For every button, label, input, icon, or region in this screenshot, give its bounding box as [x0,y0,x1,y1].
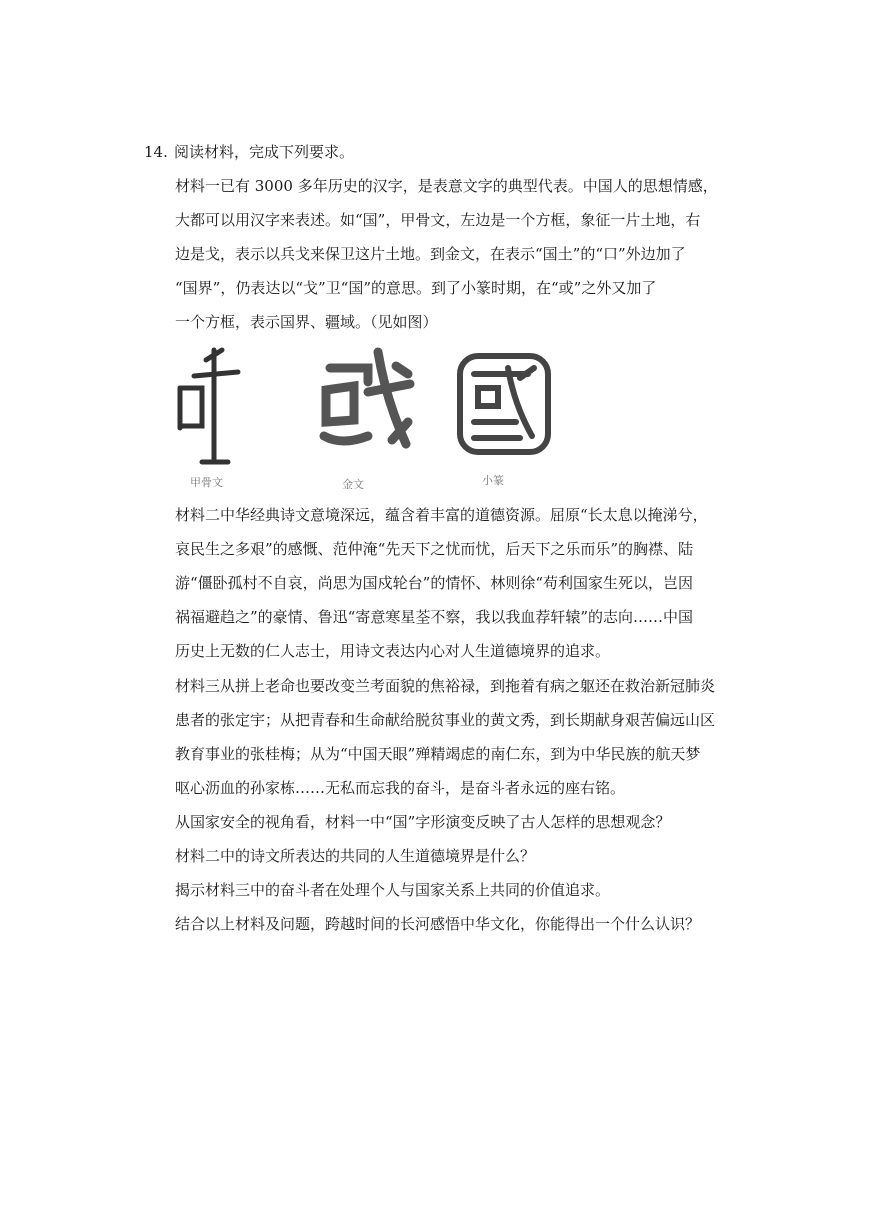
question-number: 14. [144,143,168,161]
question-prompt: 阅读材料，完成下列要求。 [174,143,355,161]
material-one [175,169,723,339]
question-header [144,140,354,164]
sub-question-2 [175,839,723,873]
material-one-line: 边是戈，表示以兵戈来保卫这片土地。到金文，在表示“国土”的“口”外边加了 [175,245,686,263]
sub-question-text: 从国家安全的视角看，材料一中“国”字形演变反映了古人怎样的思想观念？ [175,813,671,831]
sub-question-1 [175,805,723,839]
material-two-line: 游“僵卧孤村不自哀，尚思为国戍轮台”的情怀、林则徐“苟利国家生死以，岂因 [175,574,694,592]
guo-character-evolution-figure [172,340,572,500]
material-two-line: 哀民生之多艰”的感慨、范仲淹“先天下之忧而忧，后天下之乐而乐”的胸襟、陆 [175,540,694,558]
glyph-drawings [172,340,572,500]
material-three-line: 材料三从拼上老命也要改变兰考面貌的焦裕禄，到拖着有病之躯还在救治新冠肺炎 [175,677,716,695]
material-two-line: 材料二中华经典诗文意境深远，蕴含着丰富的道德资源。屈原“长太息以掩涕兮， [175,506,708,524]
material-two [175,498,723,668]
sub-question-4 [175,907,723,941]
material-one-line: 材料一已有 3000 多年历史的汉字，是表意文字的典型代表。中国人的思想情感， [175,177,718,195]
material-three-line: 患者的张定宇；从把青春和生命献给脱贫事业的黄文秀，到长期献身艰苦偏远山区 [175,711,716,729]
material-three-line: 教育事业的张桂梅；从为“中国天眼”殚精竭虑的南仁东，到为中华民族的航天梦 [175,745,701,763]
sub-question-text: 结合以上材料及问题，跨越时间的长河感悟中华文化，你能得出一个什么认识？ [175,915,701,933]
sub-question-text: 揭示材料三中的奋斗者在处理个人与国家关系上共同的价值追求。 [175,881,611,899]
material-one-line: “国界”，仍表达以“戈”卫“国”的意思。到了小篆时期，在“或”之外又加了 [175,279,657,297]
sub-question-3 [175,873,723,907]
material-two-line: 祸福避趋之”的豪情、鲁迅“寄意寒星荃不察，我以我血荐轩辕”的志向……中国 [175,608,694,626]
material-three [175,669,723,805]
material-one-line: 一个方框，表示国界、疆域。（见如图） [175,313,438,331]
caption-bronze-script: 金文 [342,478,364,491]
small-seal-guo-glyph [460,356,548,452]
oracle-bone-guo-glyph [180,350,238,462]
caption-oracle-bone: 甲骨文 [190,476,223,489]
caption-small-seal: 小篆 [482,474,504,487]
material-one-line: 大都可以用汉字来表述。如“国”，甲骨文，左边是一个方框，象征一片土地，右 [175,211,701,229]
bronze-script-guo-glyph [324,352,410,444]
material-three-line: 呕心沥血的孙家栋……无私而忘我的奋斗，是奋斗者永远的座右铭。 [175,779,626,797]
sub-question-text: 材料二中的诗文所表达的共同的人生道德境界是什么？ [175,847,536,865]
material-two-line: 历史上无数的仁人志士，用诗文表达内心对人生道德境界的追求。 [175,642,611,660]
